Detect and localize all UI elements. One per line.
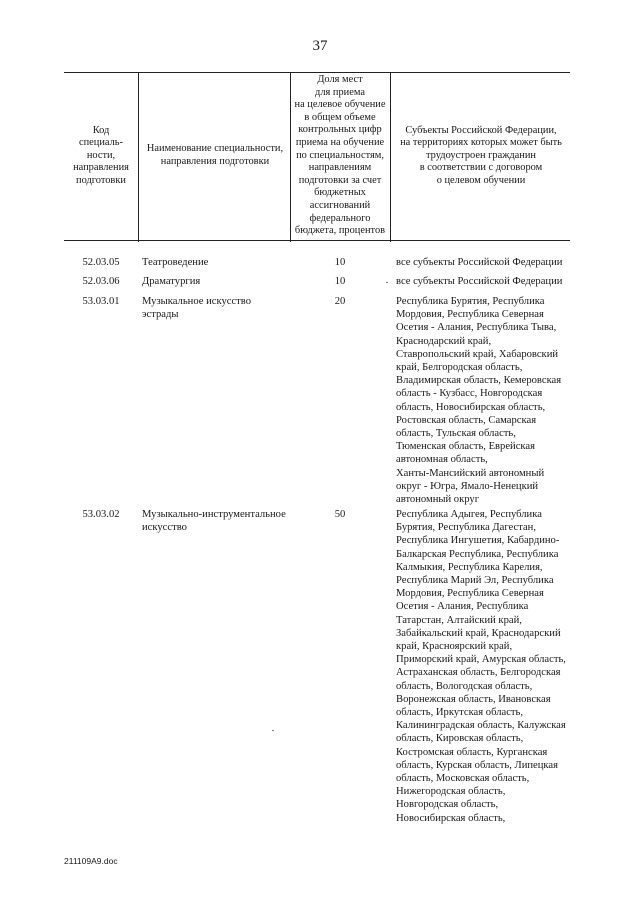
row-code: 52.03.05: [82, 257, 120, 268]
row-subjects: Республика Адыгея, Республика Бурятия, Республика Дагестан, Республика Ингушетия, Кабардино- Балкарская Республика, Республика Калмыкия, Республика Карелия, Республика Марий Эл, Республика Мордовия, Республика Северная Осетия - Алания, Республика Татарстан, Алтайский край, Забайкальский край, Краснодарский край, Красноярский край, Приморский край, Амурская область, Астраханская область, Белгородская область, Вологодская область, Воронежская область, Ивановская область, Иркутская область, Калининградская область, Калужская область, Кировская область, Костромская область, Курганская область, Курская область, Липецкая область, Московская область, Нижегородская область, Новгородская область, Новосибирская область,: [396, 509, 566, 824]
table-top-rule: [64, 72, 570, 73]
header-share: Доля мест для приема на целевое обучение в общем объеме контрольных цифр приема на обучение по специальностям, направлениям подготовки за счет бюджетных ассигнований федерального бюджета, процентов: [294, 74, 386, 237]
row-code: 52.03.06: [82, 276, 120, 287]
row-name: Драматургия: [142, 276, 201, 287]
header-divider: [390, 72, 391, 242]
header-name: Наименование специальности, направления подготовки: [146, 143, 284, 167]
header-subjects: Субъекты Российской Федерации, на территориях которых может быть трудоустроен гражданин в соответствии с договором о целевом обучении: [400, 124, 562, 186]
page-number: 37: [312, 38, 328, 54]
row-code: 53.03.02: [82, 509, 120, 520]
footer-filename: 211109А9.doc: [64, 856, 118, 866]
row-code: 53.03.01: [82, 296, 120, 307]
row-share: 10: [334, 257, 346, 268]
row-share: 20: [334, 296, 346, 307]
scan-speck: [272, 730, 274, 731]
row-subjects: Республика Бурятия, Республика Мордовия, Республика Северная Осетия - Алания, Республика Тыва, Краснодарский край, Ставропольский край, Хабаровский край, Белгородская область, Владимирская область, Кемеровская область - Кузбасс, Новгородская область, Новосибирская область, Ростовская область, Самарская область, Тульская область, Тюменская область, Еврейская автономная область, Ханты-Мансийский автономный округ - Югра, Ямало-Ненецкий автономный округ: [396, 296, 562, 506]
header-divider: [138, 72, 139, 242]
row-share: 50: [334, 509, 346, 520]
scan-speck: [386, 282, 388, 283]
row-subjects: все субъекты Российской Федерации: [396, 276, 563, 287]
header-code: Код специаль- ности, направления подготовки: [73, 124, 129, 186]
row-name: Театроведение: [142, 257, 209, 268]
row-name: Музыкальное искусство эстрады: [142, 296, 252, 321]
row-share: 10: [334, 276, 346, 287]
table-header-bottom-rule: [64, 240, 570, 241]
row-name: Музыкально-инструментальное искусство: [142, 509, 286, 534]
row-subjects: все субъекты Российской Федерации: [396, 257, 563, 268]
